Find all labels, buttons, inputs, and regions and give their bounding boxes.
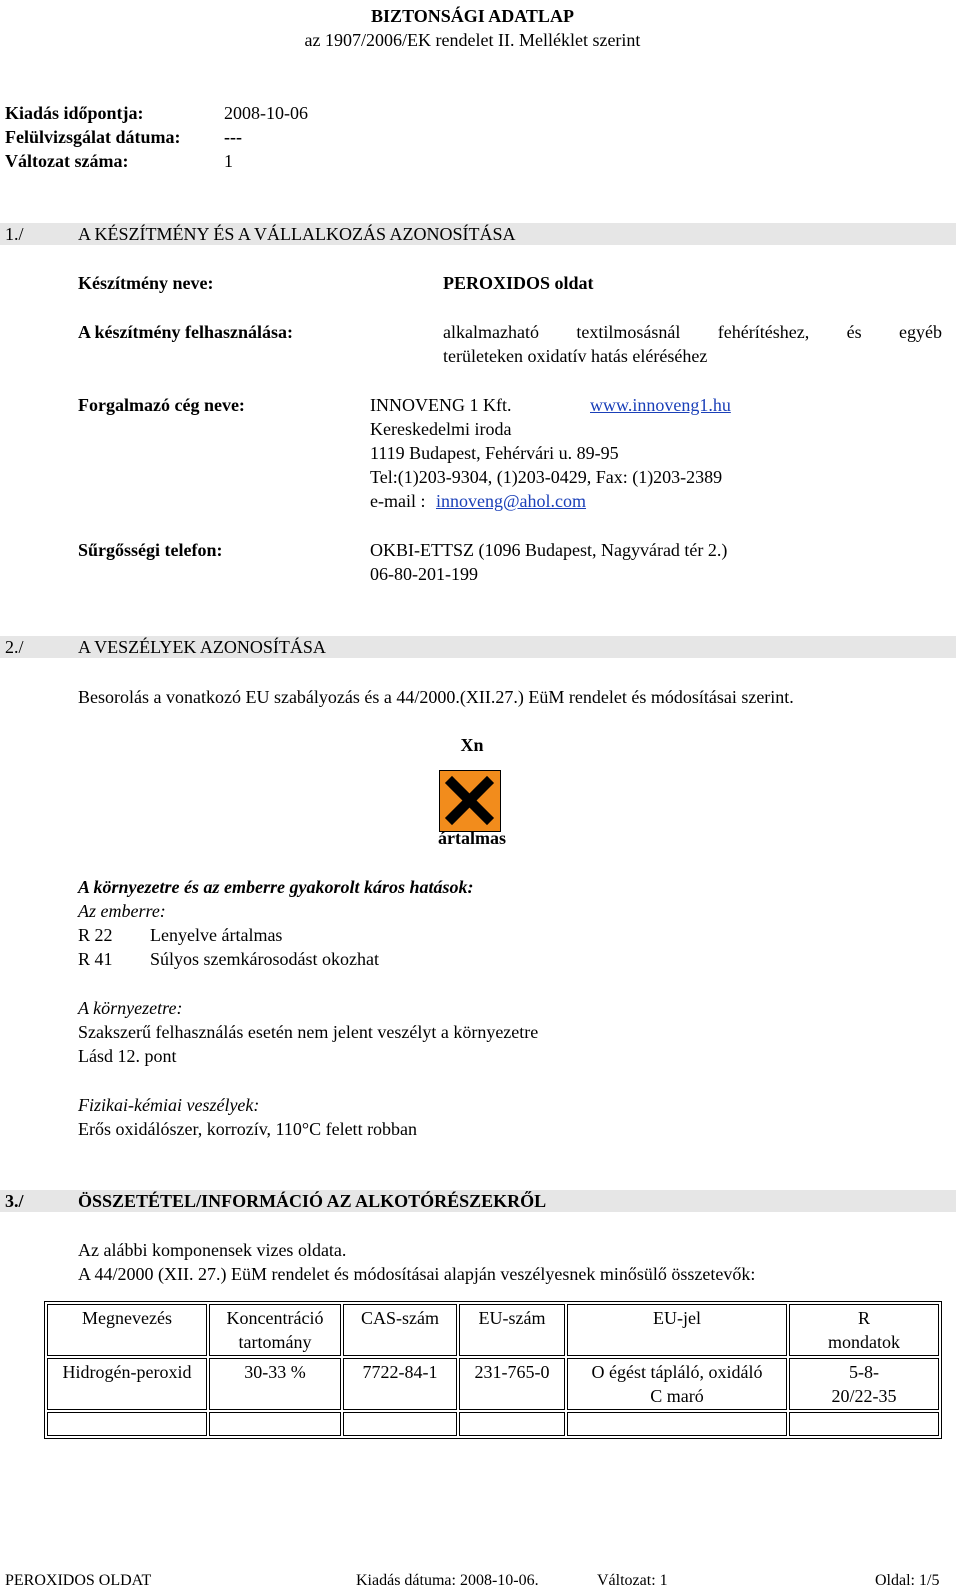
- hazard-name: ártalmas: [438, 828, 506, 848]
- email-line: [370, 489, 586, 513]
- table-cell: 231-765-0: [459, 1358, 565, 1410]
- footer-page-number: Oldal: 1/5: [875, 1572, 940, 1589]
- harmful-x-icon: [439, 770, 501, 832]
- product-use-line-2: területeken oxidatív hatás eléréséhez: [443, 346, 708, 366]
- section-3-bar: [0, 1190, 956, 1212]
- table-cell: [567, 1412, 787, 1436]
- review-date-label: Felülvizsgálat dátuma:: [5, 127, 181, 147]
- distributor-label: Forgalmazó cég neve:: [78, 395, 245, 415]
- effects-title: A környezetre és az emberre gyakorolt káros hatások:: [78, 877, 474, 897]
- table-cell: [209, 1412, 341, 1436]
- document-subtitle: az 1907/2006/EK rendelet II. Melléklet szerint: [304, 30, 641, 50]
- footer-product: PEROXIDOS OLDAT: [5, 1572, 152, 1589]
- footer-version: Változat: 1: [597, 1572, 668, 1589]
- composition-intro: Az alábbi komponensek vizes oldata.: [78, 1240, 347, 1260]
- company-name: INNOVENG 1 Kft.: [370, 395, 512, 415]
- table-header-row: [47, 1304, 939, 1356]
- table-header-cell: Megnevezés: [47, 1304, 207, 1356]
- table-empty-row: [47, 1412, 939, 1436]
- table-header-cell: CAS-szám: [343, 1304, 457, 1356]
- table-cell: [459, 1412, 565, 1436]
- section-1-number: 1./: [5, 224, 24, 244]
- r-phrase-text: Súlyos szemkárosodást okozhat: [150, 949, 379, 969]
- table-cell: Hidrogén-peroxid: [47, 1358, 207, 1410]
- issue-date-value: 2008-10-06: [224, 103, 308, 123]
- table-row: [47, 1358, 939, 1410]
- table-cell: 7722-84-1: [343, 1358, 457, 1410]
- table-header-cell: EU-szám: [459, 1304, 565, 1356]
- issue-date-label: Kiadás időpontja:: [5, 103, 144, 123]
- composition-legal-note: A 44/2000 (XII. 27.) EüM rendelet és módosításai alapján veszélyesnek minősülő összetevők:: [78, 1264, 756, 1284]
- version-value: 1: [224, 151, 233, 171]
- table-cell: [47, 1412, 207, 1436]
- hazard-code: Xn: [460, 735, 484, 755]
- section-2-number: 2./: [5, 637, 24, 657]
- physchem-label: Fizikai-kémiai veszélyek:: [78, 1095, 260, 1115]
- section-3-number: 3./: [5, 1191, 24, 1211]
- table-header-cell: R mondatok: [789, 1304, 939, 1356]
- r-phrase-code: R 22: [78, 925, 113, 945]
- composition-table: [44, 1301, 942, 1439]
- table-header-cell: EU-jel: [567, 1304, 787, 1356]
- email-link[interactable]: innoveng@ahol.com: [435, 491, 587, 511]
- emergency-service: OKBI-ETTSZ (1096 Budapest, Nagyvárad tér 2.): [370, 540, 728, 560]
- product-use-line-1: alkalmazható textilmosásnál fehérítéshez, és egyéb: [443, 322, 942, 342]
- product-use-label: A készítmény felhasználása:: [78, 322, 293, 342]
- environment-label: A környezetre:: [78, 998, 183, 1018]
- table-cell: [343, 1412, 457, 1436]
- classification-text: Besorolás a vonatkozó EU szabályozás és a 44/2000.(XII.27.) EüM rendelet és módosításai szerint.: [78, 687, 794, 707]
- footer-issue-date: Kiadás dátuma: 2008-10-06.: [356, 1572, 539, 1589]
- emergency-phone-label: Sűrgősségi telefon:: [78, 540, 223, 560]
- table-cell: 5-8- 20/22-35: [789, 1358, 939, 1410]
- r-phrase-code: R 41: [78, 949, 113, 969]
- section-1-bar: [0, 223, 956, 245]
- table-header-cell: Koncentráció tartomány: [209, 1304, 341, 1356]
- email-label: e-mail :: [370, 491, 426, 511]
- section-1-title: A KÉSZÍTMÉNY ÉS A VÁLLALKOZÁS AZONOSÍTÁSA: [78, 224, 516, 244]
- table-cell: O égést tápláló, oxidáló C maró: [567, 1358, 787, 1410]
- document-title: BIZTONSÁGI ADATLAP: [371, 6, 574, 26]
- product-name-label: Készítmény neve:: [78, 273, 214, 293]
- version-label: Változat száma:: [5, 151, 129, 171]
- product-name-value: PEROXIDOS oldat: [443, 273, 594, 293]
- office-address: 1119 Budapest, Fehérvári u. 89-95: [370, 443, 619, 463]
- table-cell: 30-33 %: [209, 1358, 341, 1410]
- human-effects-label: Az emberre:: [78, 901, 166, 921]
- section-3-title: ÖSSZETÉTEL/INFORMÁCIÓ AZ ALKOTÓRÉSZEKRŐL: [78, 1191, 547, 1211]
- website-link[interactable]: www.innoveng1.hu: [590, 395, 731, 415]
- emergency-number: 06-80-201-199: [370, 564, 478, 584]
- section-2-title: A VESZÉLYEK AZONOSÍTÁSA: [78, 637, 326, 657]
- r-phrase-text: Lenyelve ártalmas: [150, 925, 283, 945]
- physchem-text: Erős oxidálószer, korrozív, 110°C felett robban: [78, 1119, 418, 1139]
- section-2-bar: [0, 636, 956, 658]
- office-name: Kereskedelmi iroda: [370, 419, 512, 439]
- phone-numbers: Tel:(1)203-9304, (1)203-0429, Fax: (1)203-2389: [370, 467, 723, 487]
- environment-text: Szakszerű felhasználás esetén nem jelent veszélyt a környezetre: [78, 1022, 539, 1042]
- environment-reference: Lásd 12. pont: [78, 1046, 177, 1066]
- review-date-value: ---: [224, 127, 242, 147]
- table-cell: [789, 1412, 939, 1436]
